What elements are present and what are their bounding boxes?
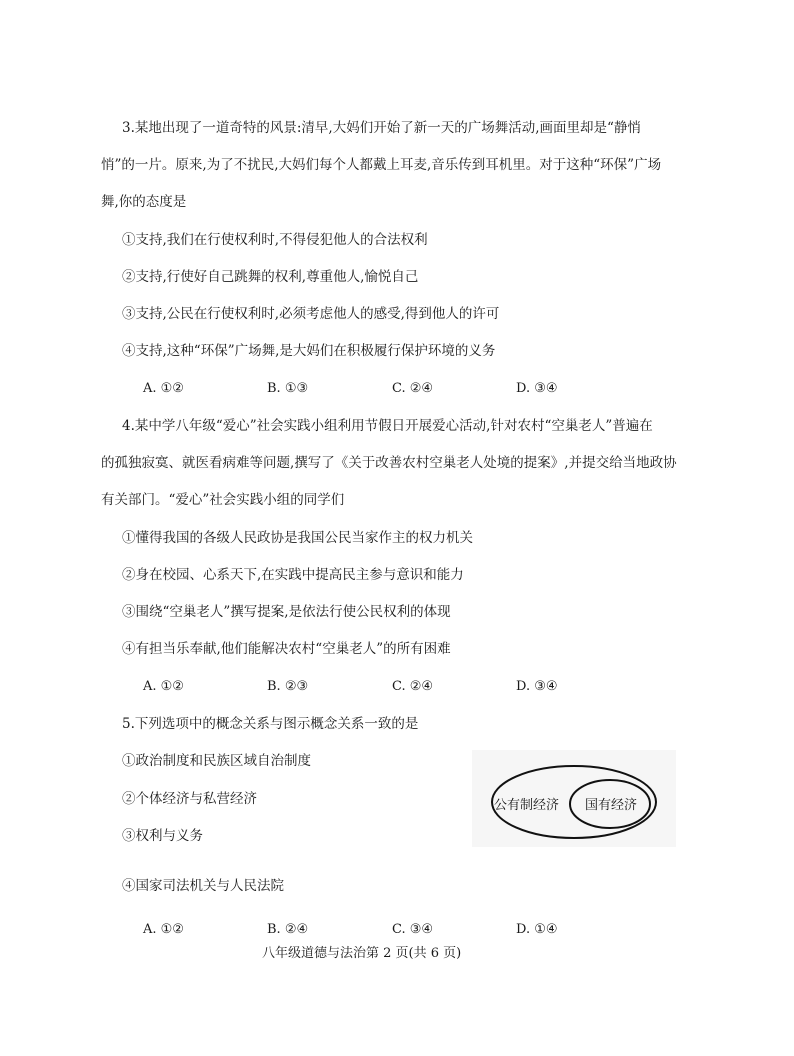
outer-label: 公有制经济: [494, 798, 560, 813]
q5-option-4: ④国家司法机关与人民法院: [122, 878, 284, 894]
q4-option-1: ①懂得我国的各级人民政协是我国公民当家作主的权力机关: [122, 530, 473, 546]
q4-choice-c: C. ②④: [392, 679, 434, 694]
q3-option-2: ②支持,行使好自己跳舞的权利,尊重他人,愉悦自己: [122, 269, 419, 285]
q5-choice-d: D. ①④: [516, 922, 558, 937]
q3-choice-a: A. ①②: [143, 381, 184, 396]
q4-choice-a: A. ①②: [143, 679, 184, 694]
q5-stem-line1: 5.下列选项中的概念关系与图示概念关系一致的是: [122, 716, 419, 732]
q3-choice-b: B. ①③: [267, 381, 309, 396]
q5-choice-a: A. ①②: [143, 922, 184, 937]
q3-stem-line1: 3.某地出现了一道奇特的风景:清早,大妈们开始了新一天的广场舞活动,画面里却是“静悄: [122, 120, 641, 136]
q5-choice-c: C. ③④: [392, 922, 434, 937]
q4-option-3: ③围绕“空巢老人”撰写提案,是依法行使公民权利的体现: [122, 604, 451, 620]
q4-choice-b: B. ②③: [267, 679, 309, 694]
inner-label: 国有经济: [585, 798, 638, 813]
q5-choice-b: B. ②④: [267, 922, 309, 937]
q4-stem-line1: 4.某中学八年级“爱心”社会实践小组利用节假日开展爱心活动,针对农村“空巢老人”普遍在: [122, 418, 653, 434]
q4-stem-line3: 有关部门。“爱心”社会实践小组的同学们: [101, 492, 345, 508]
q3-stem-line2: 悄”的一片。原来,为了不扰民,大妈们每个人都戴上耳麦,音乐传到耳机里。对于这种“环保”广场: [101, 157, 662, 173]
q3-option-4: ④支持,这种“环保”广场舞,是大妈们在积极履行保护环境的义务: [122, 343, 496, 359]
q4-option-4: ④有担当乐奉献,他们能解决农村“空巢老人”的所有困难: [122, 641, 451, 657]
q4-choice-d: D. ③④: [516, 679, 558, 694]
q3-choice-d: D. ③④: [516, 381, 558, 396]
q4-stem-line2: 的孤独寂寞、就医看病难等问题,撰写了《关于改善农村空巢老人处境的提案》,并提交给当地政协: [101, 455, 677, 471]
q3-option-1: ①支持,我们在行使权利时,不得侵犯他人的合法权利: [122, 232, 428, 248]
concept-diagram: [472, 750, 676, 847]
q5-option-3: ③权利与义务: [122, 828, 203, 844]
q4-option-2: ②身在校园、心系天下,在实践中提高民主参与意识和能力: [122, 567, 464, 583]
q5-option-1: ①政治制度和民族区域自治制度: [122, 753, 311, 769]
q5-option-2: ②个体经济与私营经济: [122, 791, 257, 807]
q3-choice-c: C. ②④: [392, 381, 434, 396]
q3-stem-line3: 舞,你的态度是: [101, 194, 187, 210]
page-footer: 八年级道德与法治第 2 页(共 6 页): [262, 946, 462, 961]
q3-option-3: ③支持,公民在行使权利时,必须考虑他人的感受,得到他人的许可: [122, 306, 500, 322]
